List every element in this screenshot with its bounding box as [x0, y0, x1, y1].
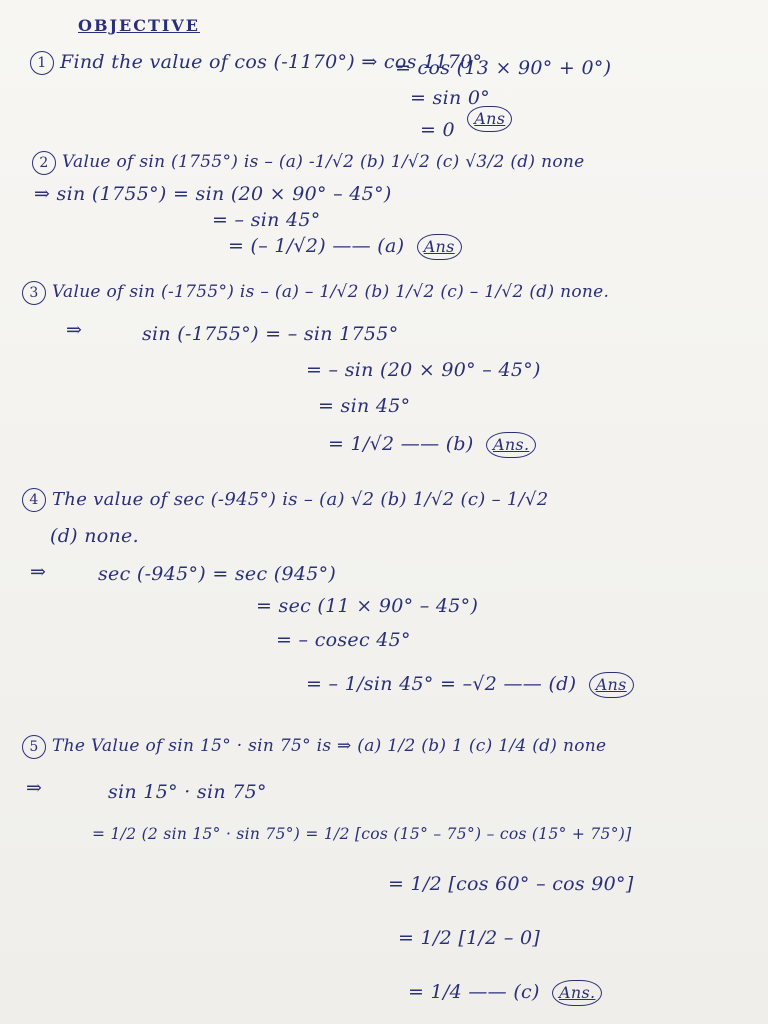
q5-step-1: sin 15° · sin 75° — [108, 781, 267, 803]
q3-step-2: = – sin (20 × 90° – 45°) — [306, 359, 541, 381]
question-1-text: Find the value of cos (-1170°) ⇒ cos 1170° — [60, 51, 483, 73]
q1-step-3: = sin 0° — [410, 87, 491, 109]
answer-mark: Ans — [589, 672, 634, 698]
q1-result: = 0 — [420, 119, 455, 141]
q4-arrow: ⇒ — [30, 561, 47, 583]
question-2-text: Value of sin (1755°) is – (a) -1/√2 (b) 1/√2 (c) √3/2 (d) none — [62, 152, 585, 172]
q4-step-2: = sec (11 × 90° – 45°) — [256, 595, 479, 617]
question-3 — [22, 280, 609, 305]
q5-result: = 1/4 —— (c) — [408, 981, 540, 1003]
q3-result: = 1/√2 —— (b) — [328, 433, 474, 455]
q3-step-1: sin (-1755°) = – sin 1755° — [142, 323, 399, 345]
q2-step-1: ⇒ sin (1755°) = sin (20 × 90° – 45°) — [34, 183, 392, 205]
q5-step-3: = 1/2 [cos 60° – cos 90°] — [388, 873, 634, 895]
q3-step-3: = sin 45° — [318, 395, 411, 417]
q5-arrow: ⇒ — [26, 777, 43, 799]
q4-step-3: = – cosec 45° — [276, 629, 411, 651]
question-4-option-d: (d) none. — [50, 525, 139, 547]
q2-step-3 — [228, 234, 462, 260]
answer-mark: Ans. — [552, 980, 602, 1006]
question-number-5: 5 — [22, 735, 46, 759]
q3-step-4 — [328, 432, 536, 458]
question-5 — [22, 734, 606, 759]
q5-step-5 — [408, 980, 602, 1006]
q4-step-4 — [306, 672, 634, 698]
question-4-text: The value of sec (-945°) is – (a) √2 (b) 1/√2 (c) – 1/√2 — [52, 489, 549, 510]
page-title: OBJECTIVE — [78, 16, 200, 35]
q5-step-2: = 1/2 (2 sin 15° · sin 75°) = 1/2 [cos (15° – 75°) – cos (15° + 75°)] — [92, 825, 632, 843]
question-5-text: The Value of sin 15° · sin 75° is ⇒ (a) 1/2 (b) 1 (c) 1/4 (d) none — [52, 736, 607, 756]
q4-step-1: sec (-945°) = sec (945°) — [98, 563, 337, 585]
answer-mark: Ans. — [486, 432, 536, 458]
answer-mark: Ans — [417, 234, 462, 260]
question-number-2: 2 — [32, 151, 56, 175]
question-number-4: 4 — [22, 488, 46, 512]
question-2 — [32, 150, 584, 175]
answer-mark: Ans — [467, 106, 512, 132]
q2-step-2: = – sin 45° — [212, 209, 321, 231]
question-4 — [22, 488, 549, 512]
question-number-1: 1 — [30, 51, 54, 75]
question-3-text: Value of sin (-1755°) is – (a) – 1/√2 (b) 1/√2 (c) – 1/√2 (d) none. — [52, 282, 610, 302]
q2-result: = (– 1/√2) —— (a) — [228, 235, 405, 257]
q3-arrow: ⇒ — [66, 319, 83, 341]
q5-step-4: = 1/2 [1/2 – 0] — [398, 927, 541, 949]
q1-step-2: = cos (13 × 90° + 0°) — [395, 57, 612, 79]
q4-result: = – 1/sin 45° = –√2 —— (d) — [306, 673, 577, 695]
question-number-3: 3 — [22, 281, 46, 305]
q1-step-4 — [420, 109, 512, 144]
